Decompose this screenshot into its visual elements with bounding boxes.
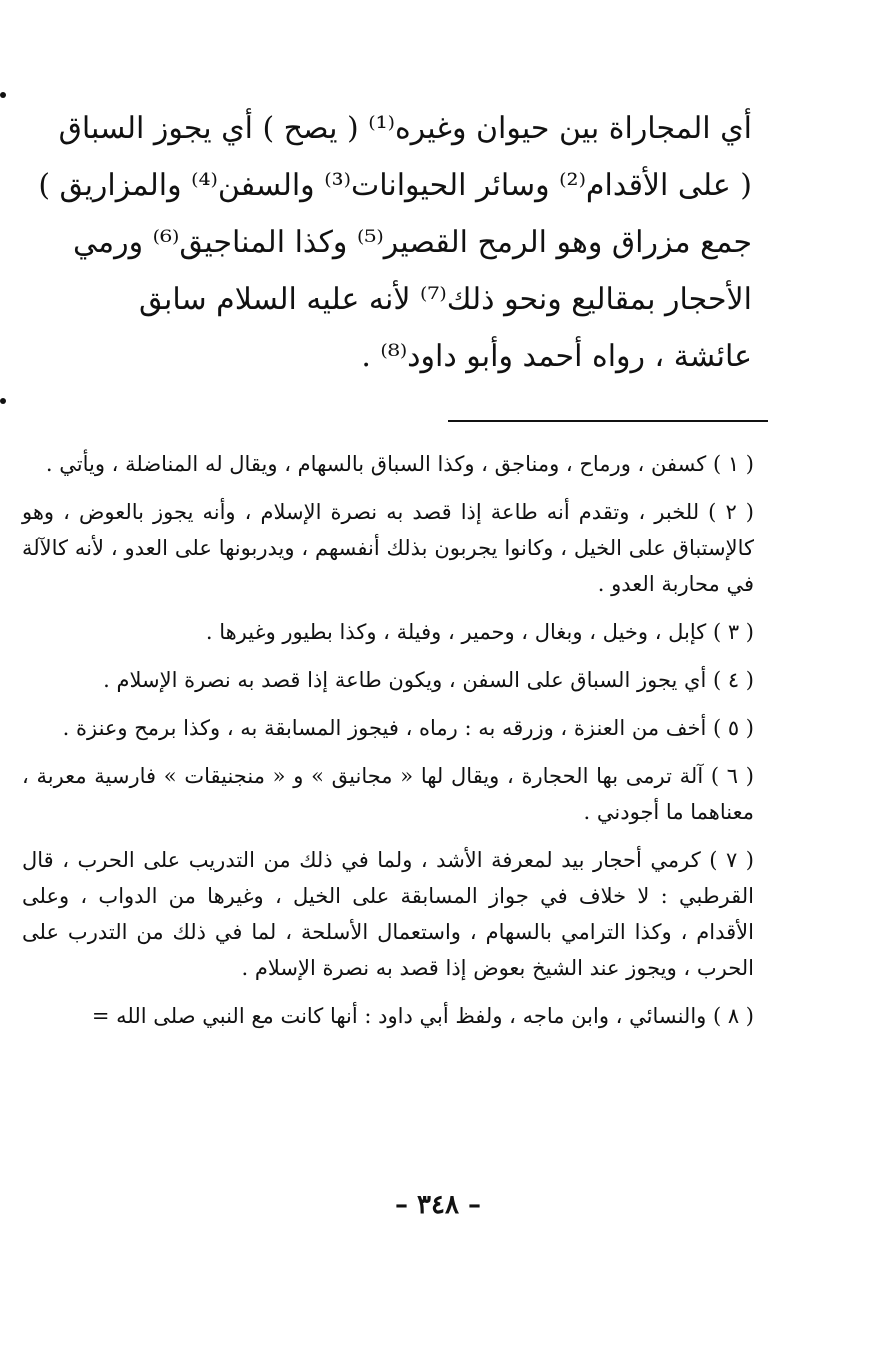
- main-text-line: أي المجاراة بين حيوان وغيره⁽¹⁾ ( يصح ) أي يجوز السباق: [58, 111, 752, 146]
- main-text-line: جمع مزراق وهو الرمح القصير⁽⁵⁾ وكذا المناجيق⁽⁶⁾ ورمي: [73, 225, 752, 260]
- main-text-line: ( على الأقدام⁽²⁾ وسائر الحيوانات⁽³⁾ والسفن⁽⁴⁾ والمزاريق ): [38, 168, 752, 203]
- main-text-line: الأحجار بمقاليع ونحو ذلك⁽⁷⁾ لأنه عليه السلام سابق: [138, 282, 752, 317]
- footnote-1: ( ١ ) كسفن ، ورماح ، ومناجق ، وكذا السباق بالسهام ، ويقال له المناضلة ، ويأتي .: [45, 452, 754, 476]
- footnote-6: ( ٦ ) آلة ترمى بها الحجارة ، ويقال لها « مجانيق » و « منجنيقات » فارسية معربة ، معناهما ما أجودني .: [22, 764, 754, 824]
- footnotes: [22, 446, 754, 1046]
- main-text-line: عائشة ، رواه أحمد وأبو داود⁽⁸⁾ .: [361, 339, 752, 374]
- footnote-3: ( ٣ ) كإبل ، وخيل ، وبغال ، وحمير ، وفيلة ، وكذا بطيور وغيرها .: [205, 620, 754, 644]
- page-number: – ٣٤٨ –: [394, 1190, 482, 1220]
- footnote-4: ( ٤ ) أي يجوز السباق على السفن ، ويكون طاعة إذا قصد به نصرة الإسلام .: [103, 668, 754, 692]
- margin-dot-bottom: [0, 398, 6, 404]
- footnote-2: ( ٢ ) للخبر ، وتقدم أنه طاعة إذا قصد به نصرة الإسلام ، وأنه يجوز بالعوض ، وهو كالإستباق على الخيل ، وكانوا يجربون بذلك أنفسهم ، ويدربونها على العدو ، لأنه كالآلة في محاربة العدو .: [22, 500, 754, 596]
- footnote-7: ( ٧ ) كرمي أحجار بيد لمعرفة الأشد ، ولما في ذلك من التدريب على الحرب ، قال القرطبي : لا خلاف في جواز المسابقة على الخيل ، وغيرها من الدواب ، وعلى الأقدام ، وكذا الترامي بالسهام ، واستعمال الأسلحة ، لما في ذلك من التدرب على الحرب ، ويجوز عند الشيخ بعوض إذا قصد به نصرة الإسلام .: [22, 848, 754, 980]
- margin-dot-top: [0, 92, 6, 98]
- main-text: [36, 100, 752, 385]
- footnote-divider: [448, 420, 768, 422]
- footnote-5: ( ٥ ) أخف من العنزة ، وزرقه به : رماه ، فيجوز المسابقة به ، وكذا برمح وعنزة .: [62, 716, 754, 740]
- footnote-8: ( ٨ ) والنسائي ، وابن ماجه ، ولفظ أبي داود : أنها كانت مع النبي صلى الله =: [91, 1004, 754, 1028]
